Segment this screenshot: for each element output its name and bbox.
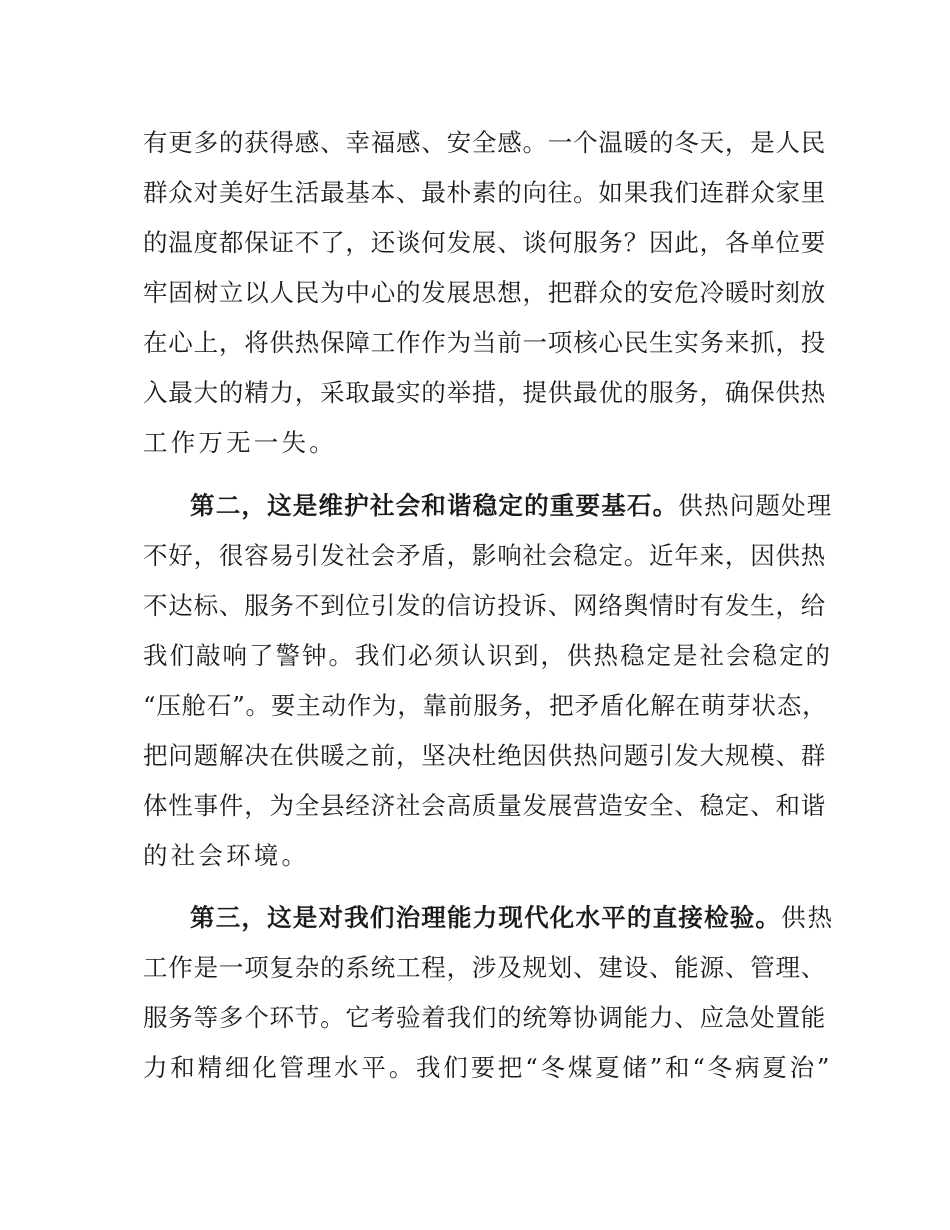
text-span: 供热: [781, 903, 835, 932]
text-line: 群众对美好生活最基本、最朴素的向往。如果我们连群众家里: [143, 178, 827, 207]
text-line: 工作万无一失。: [143, 428, 337, 457]
paragraph-first-line: [190, 898, 833, 938]
text-line: 工作是一项复杂的系统工程，涉及规划、建设、能源、管理、: [143, 953, 827, 982]
paragraph-first-line: [190, 486, 833, 526]
paragraph-heading: 第三，这是对我们治理能力现代化水平的直接检验。: [190, 903, 782, 932]
text-line: 的社会环境。: [143, 841, 310, 870]
text-line: 不达标、服务不到位引发的信访投诉、网络舆情时有发生，给: [143, 591, 827, 620]
text-line: 牢固树立以人民为中心的发展思想，把群众的安危冷暖时刻放: [143, 278, 827, 307]
text-line: 不好，很容易引发社会矛盾，影响社会稳定。近年来，因供热: [143, 541, 827, 570]
text-line: 在心上，将供热保障工作作为当前一项核心民生实务来抓，投: [143, 328, 827, 357]
text-span: 供热问题处理: [678, 491, 833, 520]
text-line: 我们敲响了警钟。我们必须认识到，供热稳定是社会稳定的: [143, 641, 832, 670]
text-line: 入最大的精力，采取最实的举措，提供最优的服务，确保供热: [143, 378, 827, 407]
text-line: “压舱石”。要主动作为，靠前服务，把矛盾化解在萌芽状态，: [143, 691, 828, 720]
text-line: 把问题解决在供暖之前，坚决杜绝因供热问题引发大规模、群: [143, 741, 827, 770]
text-line: 的温度都保证不了，还谈何发展、谈何服务？因此，各单位要: [143, 228, 827, 257]
text-line: 有更多的获得感、幸福感、安全感。一个温暖的冬天，是人民: [143, 128, 827, 157]
paragraph-heading: 第二，这是维护社会和谐稳定的重要基石。: [190, 491, 679, 520]
text-line: 服务等多个环节。它考验着我们的统筹协调能力、应急处置能: [143, 1003, 827, 1032]
text-line: 力和精细化管理水平。我们要把“冬煤夏储”和“冬病夏治”: [143, 1053, 833, 1082]
text-line: 体性事件，为全县经济社会高质量发展营造安全、稳定、和谐: [143, 791, 827, 820]
